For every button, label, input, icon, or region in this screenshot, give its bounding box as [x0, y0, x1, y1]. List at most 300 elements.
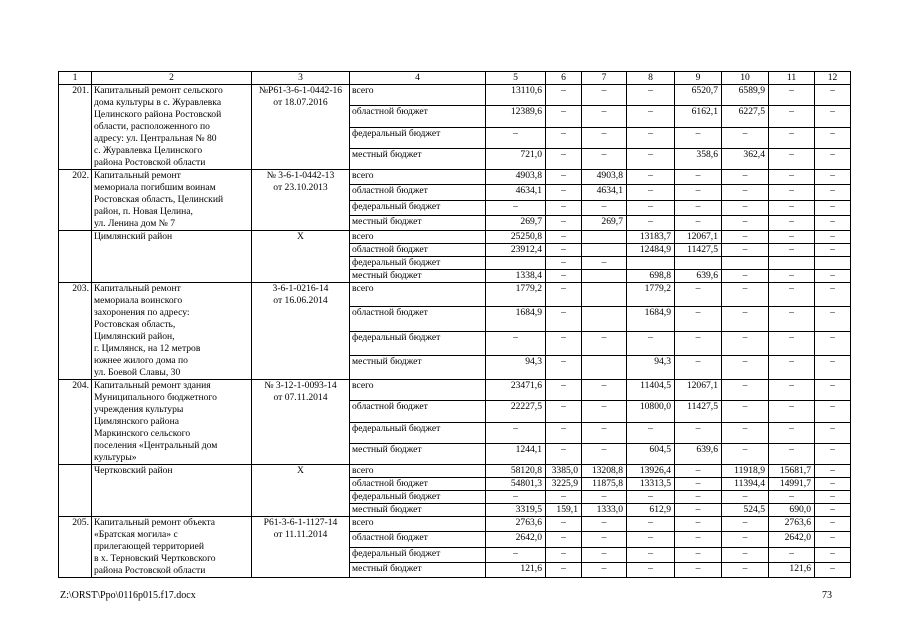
- value-cell: [675, 257, 722, 270]
- value-cell: –: [815, 270, 851, 283]
- funding-source-label: местный бюджет: [350, 270, 486, 283]
- value-cell: –: [769, 148, 815, 169]
- value-cell: –: [546, 244, 582, 257]
- value-cell: –: [815, 185, 851, 200]
- object-name-line: прилегающей территорией: [94, 541, 205, 552]
- value-cell: 14991,7: [769, 478, 815, 491]
- value-cell: –: [675, 170, 722, 185]
- value-cell: –: [582, 401, 627, 422]
- value-cell: 12389,6: [486, 106, 546, 127]
- document-reference-line: от 16.06.2014: [273, 295, 328, 306]
- column-header-3: 3: [252, 72, 350, 85]
- funding-source-label: областной бюджет: [350, 244, 486, 257]
- value-cell: 1333,0: [582, 504, 627, 517]
- document-reference-line: № 3-6-1-0442-13: [266, 170, 335, 181]
- value-cell: –: [769, 355, 815, 379]
- value-cell: –: [722, 307, 769, 331]
- value-cell: –: [582, 517, 627, 532]
- document-reference-line: от 11.11.2014: [273, 529, 328, 540]
- value-cell: –: [722, 517, 769, 532]
- value-cell: –: [546, 127, 582, 148]
- funding-source-label: всего: [350, 380, 486, 401]
- value-cell: –: [582, 532, 627, 547]
- value-cell: –: [769, 170, 815, 185]
- value-cell: –: [769, 85, 815, 106]
- value-cell: 269,7: [486, 215, 546, 230]
- object-name-line: г. Цимлянск, на 12 метров: [94, 343, 201, 354]
- value-cell: 612,9: [627, 504, 675, 517]
- value-cell: [815, 257, 851, 270]
- value-cell: –: [815, 215, 851, 230]
- value-cell: –: [582, 380, 627, 401]
- table-row: [59, 517, 851, 532]
- value-cell: 698,8: [627, 270, 675, 283]
- value-cell: –: [486, 422, 546, 443]
- value-cell: 6520,7: [675, 85, 722, 106]
- value-cell: [582, 283, 627, 307]
- value-cell: 159,1: [546, 504, 582, 517]
- value-cell: –: [546, 215, 582, 230]
- funding-source-label: областной бюджет: [350, 185, 486, 200]
- value-cell: 54801,3: [486, 478, 546, 491]
- value-cell: 11404,5: [627, 380, 675, 401]
- funding-source-label: областной бюджет: [350, 532, 486, 547]
- object-name-line: Чертковский район: [94, 465, 173, 476]
- object-name-line: Целинского района Ростовской: [94, 109, 222, 120]
- value-cell: [582, 231, 627, 244]
- document-reference-line: от 23.10.2013: [273, 182, 328, 193]
- value-cell: 6162,1: [675, 106, 722, 127]
- value-cell: –: [627, 215, 675, 230]
- value-cell: –: [546, 148, 582, 169]
- value-cell: 58120,8: [486, 465, 546, 478]
- value-cell: –: [722, 422, 769, 443]
- value-cell: 4903,8: [582, 170, 627, 185]
- value-cell: 1338,4: [486, 270, 546, 283]
- value-cell: –: [769, 380, 815, 401]
- value-cell: 639,6: [675, 270, 722, 283]
- object-name-line: мемориала погибшим воинам: [94, 182, 216, 193]
- funding-source-label: федеральный бюджет: [350, 491, 486, 504]
- object-name: [92, 517, 252, 578]
- value-cell: –: [546, 331, 582, 355]
- value-cell: 524,5: [722, 504, 769, 517]
- value-cell: –: [627, 491, 675, 504]
- item-number: 201.: [59, 85, 92, 170]
- funding-source-label: областной бюджет: [350, 106, 486, 127]
- footer-file-path: Z:\ORST\Ppo\0116p015.f17.docx: [60, 590, 196, 601]
- value-cell: 269,7: [582, 215, 627, 230]
- value-cell: 3385,0: [546, 465, 582, 478]
- value-cell: –: [675, 491, 722, 504]
- value-cell: –: [722, 200, 769, 215]
- value-cell: –: [546, 231, 582, 244]
- object-name-line: Муниципального бюджетного: [94, 392, 217, 403]
- object-name-line: «Братская могила» с: [94, 529, 178, 540]
- value-cell: 10800,0: [627, 401, 675, 422]
- value-cell: –: [815, 517, 851, 532]
- value-cell: –: [722, 547, 769, 562]
- value-cell: –: [722, 215, 769, 230]
- value-cell: –: [582, 106, 627, 127]
- funding-source-label: всего: [350, 465, 486, 478]
- object-name: [92, 283, 252, 380]
- column-header-7: 7: [582, 72, 627, 85]
- object-name-line: ул. Боевой Славы, 30: [94, 367, 181, 378]
- value-cell: 13208,8: [582, 465, 627, 478]
- value-cell: 94,3: [486, 355, 546, 379]
- value-cell: [722, 257, 769, 270]
- value-cell: 6227,5: [722, 106, 769, 127]
- value-cell: –: [582, 257, 627, 270]
- object-name-line: Капитальный ремонт объекта: [94, 517, 216, 528]
- value-cell: –: [722, 401, 769, 422]
- value-cell: –: [815, 170, 851, 185]
- object-name: [92, 85, 252, 170]
- value-cell: 11918,9: [722, 465, 769, 478]
- value-cell: –: [582, 127, 627, 148]
- value-cell: –: [769, 331, 815, 355]
- value-cell: –: [815, 106, 851, 127]
- value-cell: –: [546, 270, 582, 283]
- value-cell: –: [546, 380, 582, 401]
- object-name-line: Цимлянского района: [94, 416, 179, 427]
- table-row: [59, 465, 851, 478]
- value-cell: –: [815, 244, 851, 257]
- value-cell: –: [546, 257, 582, 270]
- value-cell: –: [815, 465, 851, 478]
- value-cell: 23912,4: [486, 244, 546, 257]
- value-cell: 12484,9: [627, 244, 675, 257]
- object-name-line: мемориала воинского: [94, 295, 183, 306]
- value-cell: –: [722, 244, 769, 257]
- value-cell: –: [546, 355, 582, 379]
- object-name-line: поселения «Центральный дом: [94, 440, 218, 451]
- column-header-6: 6: [546, 72, 582, 85]
- value-cell: –: [769, 106, 815, 127]
- object-name-line: захоронения по адресу:: [94, 307, 190, 318]
- value-cell: –: [582, 547, 627, 562]
- funding-source-label: местный бюджет: [350, 355, 486, 379]
- value-cell: 12067,1: [675, 231, 722, 244]
- object-name-line: района Ростовской области: [94, 565, 206, 576]
- object-name: [92, 380, 252, 465]
- value-cell: 23471,6: [486, 380, 546, 401]
- value-cell: –: [769, 443, 815, 464]
- value-cell: 1684,9: [486, 307, 546, 331]
- value-cell: –: [722, 185, 769, 200]
- table-row: [59, 231, 851, 244]
- value-cell: –: [722, 283, 769, 307]
- document-reference: [252, 380, 350, 465]
- funding-source-label: всего: [350, 85, 486, 106]
- document-reference-line: №Р61-3-6-1-0442-16: [258, 85, 343, 96]
- value-cell: –: [546, 547, 582, 562]
- funding-source-label: федеральный бюджет: [350, 547, 486, 562]
- value-cell: –: [815, 127, 851, 148]
- column-header-row: [59, 72, 851, 85]
- object-name: [92, 170, 252, 231]
- value-cell: –: [769, 185, 815, 200]
- value-cell: –: [722, 170, 769, 185]
- value-cell: –: [722, 331, 769, 355]
- value-cell: 4903,8: [486, 170, 546, 185]
- object-name-line: области, расположенного по: [94, 121, 210, 132]
- value-cell: –: [627, 106, 675, 127]
- item-number: 203.: [59, 283, 92, 380]
- item-number: [59, 231, 92, 283]
- value-cell: 1779,2: [627, 283, 675, 307]
- value-cell: –: [546, 517, 582, 532]
- object-name: [92, 465, 252, 517]
- document-reference-line: № 3-12-1-0093-14: [264, 380, 337, 391]
- value-cell: –: [582, 148, 627, 169]
- value-cell: –: [627, 148, 675, 169]
- document-reference: [252, 231, 350, 283]
- value-cell: –: [627, 422, 675, 443]
- value-cell: –: [546, 85, 582, 106]
- value-cell: –: [486, 331, 546, 355]
- value-cell: 2763,6: [486, 517, 546, 532]
- value-cell: 4634,1: [582, 185, 627, 200]
- value-cell: –: [769, 491, 815, 504]
- value-cell: 2642,0: [486, 532, 546, 547]
- value-cell: –: [675, 283, 722, 307]
- value-cell: 11394,4: [722, 478, 769, 491]
- value-cell: 94,3: [627, 355, 675, 379]
- value-cell: 2763,6: [769, 517, 815, 532]
- document-reference: [252, 283, 350, 380]
- funding-source-label: федеральный бюджет: [350, 422, 486, 443]
- value-cell: –: [582, 200, 627, 215]
- value-cell: 639,6: [675, 443, 722, 464]
- value-cell: –: [769, 547, 815, 562]
- object-name-line: Капитальный ремонт здания: [94, 380, 211, 391]
- value-cell: –: [815, 85, 851, 106]
- value-cell: –: [582, 85, 627, 106]
- document-reference-line: от 07.11.2014: [273, 392, 328, 403]
- budget-table: [58, 71, 851, 578]
- object-name-line: района Ростовской области: [94, 157, 206, 168]
- column-header-9: 9: [675, 72, 722, 85]
- document-reference-line: 3-6-1-0216-14: [272, 283, 329, 294]
- value-cell: –: [722, 231, 769, 244]
- value-cell: –: [769, 401, 815, 422]
- value-cell: –: [675, 200, 722, 215]
- funding-source-label: федеральный бюджет: [350, 200, 486, 215]
- value-cell: 13926,4: [627, 465, 675, 478]
- value-cell: –: [675, 307, 722, 331]
- value-cell: –: [627, 200, 675, 215]
- column-header-10: 10: [722, 72, 769, 85]
- table-row: [59, 170, 851, 185]
- value-cell: 721,0: [486, 148, 546, 169]
- value-cell: –: [582, 443, 627, 464]
- object-name-line: Маркинского сельского: [94, 428, 191, 439]
- value-cell: –: [769, 422, 815, 443]
- funding-source-label: местный бюджет: [350, 504, 486, 517]
- value-cell: –: [627, 517, 675, 532]
- value-cell: 121,6: [769, 562, 815, 577]
- value-cell: –: [722, 355, 769, 379]
- value-cell: –: [675, 215, 722, 230]
- value-cell: 362,4: [722, 148, 769, 169]
- object-name-line: район, п. Новая Целина,: [94, 206, 193, 217]
- value-cell: [627, 257, 675, 270]
- document-reference: [252, 465, 350, 517]
- table-row: [59, 283, 851, 307]
- value-cell: –: [769, 127, 815, 148]
- item-number: 202.: [59, 170, 92, 231]
- value-cell: –: [675, 355, 722, 379]
- value-cell: [582, 307, 627, 331]
- value-cell: –: [675, 185, 722, 200]
- value-cell: –: [722, 270, 769, 283]
- value-cell: –: [627, 85, 675, 106]
- value-cell: –: [546, 562, 582, 577]
- document-reference-line: Х: [297, 231, 304, 242]
- value-cell: –: [675, 478, 722, 491]
- column-header-12: 12: [815, 72, 851, 85]
- funding-source-label: федеральный бюджет: [350, 257, 486, 270]
- funding-source-label: местный бюджет: [350, 443, 486, 464]
- funding-source-label: федеральный бюджет: [350, 127, 486, 148]
- value-cell: –: [815, 422, 851, 443]
- value-cell: –: [815, 443, 851, 464]
- value-cell: 15681,7: [769, 465, 815, 478]
- object-name-line: адресу: ул. Центральная № 80: [94, 133, 217, 144]
- value-cell: –: [582, 491, 627, 504]
- item-number: 204.: [59, 380, 92, 465]
- object-name-line: с. Журавлевка Целинского: [94, 145, 203, 156]
- funding-source-label: областной бюджет: [350, 478, 486, 491]
- table-row: [59, 380, 851, 401]
- column-header-1: 1: [59, 72, 92, 85]
- value-cell: 12067,1: [675, 380, 722, 401]
- column-header-11: 11: [769, 72, 815, 85]
- object-name-line: Капитальный ремонт: [94, 170, 181, 181]
- value-cell: 3319,5: [486, 504, 546, 517]
- value-cell: –: [722, 443, 769, 464]
- value-cell: –: [722, 562, 769, 577]
- value-cell: 13183,7: [627, 231, 675, 244]
- document-reference: [252, 85, 350, 170]
- value-cell: –: [627, 170, 675, 185]
- object-name-line: южнее жилого дома по: [94, 355, 188, 366]
- funding-source-label: областной бюджет: [350, 307, 486, 331]
- value-cell: [582, 355, 627, 379]
- value-cell: –: [546, 532, 582, 547]
- value-cell: –: [815, 504, 851, 517]
- value-cell: –: [769, 307, 815, 331]
- object-name-line: в х. Терновский Чертковского: [94, 553, 216, 564]
- value-cell: –: [722, 532, 769, 547]
- funding-source-label: местный бюджет: [350, 148, 486, 169]
- value-cell: –: [675, 422, 722, 443]
- value-cell: 690,0: [769, 504, 815, 517]
- value-cell: –: [675, 547, 722, 562]
- value-cell: –: [815, 401, 851, 422]
- value-cell: 1684,9: [627, 307, 675, 331]
- value-cell: –: [546, 170, 582, 185]
- value-cell: 4634,1: [486, 185, 546, 200]
- document-reference: [252, 170, 350, 231]
- value-cell: –: [815, 148, 851, 169]
- value-cell: –: [546, 307, 582, 331]
- value-cell: –: [546, 283, 582, 307]
- value-cell: [582, 244, 627, 257]
- document-reference: [252, 517, 350, 578]
- value-cell: –: [675, 532, 722, 547]
- value-cell: –: [486, 127, 546, 148]
- value-cell: –: [769, 244, 815, 257]
- value-cell: –: [546, 106, 582, 127]
- value-cell: –: [675, 504, 722, 517]
- value-cell: 604,5: [627, 443, 675, 464]
- value-cell: 2642,0: [769, 532, 815, 547]
- value-cell: 22227,5: [486, 401, 546, 422]
- funding-source-label: местный бюджет: [350, 562, 486, 577]
- value-cell: –: [675, 331, 722, 355]
- object-name: [92, 231, 252, 283]
- value-cell: –: [627, 532, 675, 547]
- value-cell: –: [722, 380, 769, 401]
- value-cell: 1779,2: [486, 283, 546, 307]
- value-cell: –: [769, 231, 815, 244]
- object-name-line: ул. Ленина дом № 7: [94, 218, 176, 229]
- value-cell: –: [769, 200, 815, 215]
- value-cell: 11427,5: [675, 401, 722, 422]
- document-reference-line: Х: [297, 465, 304, 476]
- value-cell: –: [769, 270, 815, 283]
- value-cell: 25250,8: [486, 231, 546, 244]
- value-cell: –: [582, 422, 627, 443]
- value-cell: –: [815, 478, 851, 491]
- value-cell: 121,6: [486, 562, 546, 577]
- value-cell: 13313,5: [627, 478, 675, 491]
- column-header-4: 4: [350, 72, 486, 85]
- value-cell: –: [546, 200, 582, 215]
- object-name-line: учреждения культуры: [94, 404, 184, 415]
- column-header-2: 2: [92, 72, 252, 85]
- item-number: 205.: [59, 517, 92, 578]
- object-name-line: Ростовская область, Целинский: [94, 194, 224, 205]
- column-header-8: 8: [627, 72, 675, 85]
- value-cell: 6589,9: [722, 85, 769, 106]
- value-cell: –: [815, 380, 851, 401]
- value-cell: –: [486, 200, 546, 215]
- object-name-line: Цимлянский район,: [94, 331, 175, 342]
- value-cell: –: [815, 355, 851, 379]
- value-cell: –: [815, 547, 851, 562]
- value-cell: 11875,8: [582, 478, 627, 491]
- document-reference-line: от 18.07.2016: [273, 97, 328, 108]
- value-cell: –: [722, 127, 769, 148]
- value-cell: –: [546, 185, 582, 200]
- value-cell: [582, 270, 627, 283]
- value-cell: –: [627, 127, 675, 148]
- document-reference-line: Р61-3-6-1-1127-14: [263, 517, 338, 528]
- value-cell: –: [627, 331, 675, 355]
- value-cell: –: [815, 283, 851, 307]
- object-name-line: Капитальный ремонт: [94, 283, 181, 294]
- value-cell: –: [769, 283, 815, 307]
- funding-source-label: федеральный бюджет: [350, 331, 486, 355]
- funding-source-label: всего: [350, 170, 486, 185]
- value-cell: 13110,6: [486, 85, 546, 106]
- value-cell: –: [546, 443, 582, 464]
- value-cell: –: [675, 465, 722, 478]
